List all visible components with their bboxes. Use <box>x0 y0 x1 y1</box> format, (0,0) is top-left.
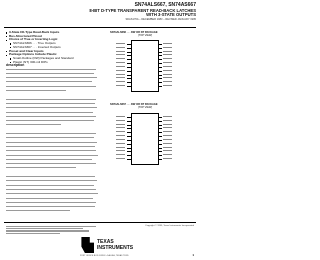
pin-stub <box>158 140 162 141</box>
description-text-line <box>6 189 96 190</box>
pin-label-mark <box>163 43 172 44</box>
pin-stub <box>158 117 162 118</box>
description-text-line <box>6 103 95 104</box>
pin-stub <box>158 148 162 149</box>
pin-stub <box>127 75 131 76</box>
description-text-line <box>6 155 98 156</box>
package-view: (TOP VIEW) <box>137 34 153 37</box>
description-text-line <box>6 124 61 125</box>
description-text-line <box>6 116 96 117</box>
ti-logo <box>80 237 138 255</box>
chip-outline-1 <box>131 40 159 92</box>
pin-stub <box>127 78 131 79</box>
pin-stub <box>127 82 131 83</box>
pin-label-mark <box>116 154 125 155</box>
page-number: 1 <box>192 253 194 257</box>
pin-label-mark <box>116 131 125 132</box>
pin-label-mark <box>163 62 172 63</box>
pin-label-mark <box>116 139 125 140</box>
company-address: POST OFFICE BOX 655303 • DALLAS, TEXAS 75265 <box>80 255 129 257</box>
production-data-notice <box>6 225 96 235</box>
feature-item-continued: Plastic (NT) 300-mil DIPs <box>6 61 98 65</box>
title-block <box>89 3 196 21</box>
package-diagram-1 <box>110 31 180 37</box>
pin-stub <box>158 59 162 60</box>
description-text-line <box>6 163 96 164</box>
pin-label-mark <box>116 150 125 151</box>
pin-stub <box>158 86 162 87</box>
pin-stub <box>127 86 131 87</box>
description-text-line <box>6 137 94 138</box>
pin-stub <box>158 132 162 133</box>
pin-label-mark <box>116 70 125 71</box>
document-reference: SDAS176A – DECEMBER 1983 – REVISED JANUARY 1995 <box>125 17 196 21</box>
pin-label-mark <box>116 147 125 148</box>
pin-stub <box>127 55 131 56</box>
pin-stub <box>127 125 131 126</box>
pin-label-mark <box>116 135 125 136</box>
description-text-line <box>6 185 94 186</box>
description-text-line <box>6 99 96 100</box>
description-text-line <box>6 198 93 199</box>
pin-stub <box>158 155 162 156</box>
pin-stub <box>158 48 162 49</box>
pin-label-mark <box>163 135 172 136</box>
description-text-line <box>6 202 96 203</box>
package-label: SN74ALS666 . . . DW OR NT PACKAGE <box>110 31 158 34</box>
pin-stub <box>158 144 162 145</box>
pin-label-mark <box>116 124 125 125</box>
pin-label-mark <box>116 143 125 144</box>
description-text-line <box>6 210 70 211</box>
pin-stub <box>127 117 131 118</box>
pin-label-mark <box>116 62 125 63</box>
pin-label-mark <box>116 127 125 128</box>
description-text-line <box>6 107 97 108</box>
pin-stub <box>158 52 162 53</box>
pin-label-mark <box>163 127 172 128</box>
feature-item: Choice of True or Inverting Logic <box>6 38 98 42</box>
part-numbers: SN74ALS667, SN74AS667 <box>134 2 196 8</box>
pin-stub <box>127 136 131 137</box>
pin-stub <box>158 151 162 152</box>
pin-stub <box>127 59 131 60</box>
pin-stub <box>127 48 131 49</box>
description-text-line <box>6 159 92 160</box>
pin-label-mark <box>163 158 172 159</box>
pin-label-mark <box>163 77 172 78</box>
feature-subitem: SN74ALS666 . . . True Outputs <box>6 42 98 46</box>
description-text-line <box>6 176 95 177</box>
pin-label-mark <box>163 51 172 52</box>
pin-label-mark <box>163 139 172 140</box>
description-text-line <box>6 193 98 194</box>
description-text-line <box>6 77 97 78</box>
pin-label-mark <box>163 150 172 151</box>
feature-item: 3-State I/O-Type Read-Back Inputs <box>6 31 98 35</box>
company-name: TEXAS INSTRUMENTS <box>97 239 134 251</box>
pin-stub <box>127 63 131 64</box>
description-heading: description <box>6 63 25 67</box>
pin-stub <box>127 121 131 122</box>
pin-label-mark <box>163 143 172 144</box>
pin-label-mark <box>163 85 172 86</box>
pin-stub <box>127 71 131 72</box>
pin-stub <box>127 148 131 149</box>
package-diagram-2 <box>110 103 180 109</box>
pin-stub <box>158 82 162 83</box>
pin-label-mark <box>116 77 125 78</box>
pin-stub <box>127 52 131 53</box>
pin-stub <box>158 44 162 45</box>
pin-label-mark <box>116 47 125 48</box>
description-text-line <box>6 86 96 87</box>
pin-label-mark <box>163 66 172 67</box>
pin-label-mark <box>116 120 125 121</box>
description-text-line <box>6 81 92 82</box>
pin-stub <box>158 136 162 137</box>
pin-stub <box>127 144 131 145</box>
feature-list <box>6 31 98 64</box>
package-label: SN74ALS667 . . . DW OR NT PACKAGE <box>110 103 158 106</box>
pin-stub <box>158 159 162 160</box>
pin-label-mark <box>116 81 125 82</box>
pin-label-mark <box>116 51 125 52</box>
pin-stub <box>127 132 131 133</box>
description-text-line <box>6 69 96 70</box>
description-text-line <box>6 90 66 91</box>
pin-stub <box>158 55 162 56</box>
pin-label-mark <box>163 81 172 82</box>
feature-item: Bus-Structured Pinout <box>6 35 98 39</box>
description-text-line <box>6 180 97 181</box>
pin-stub <box>158 125 162 126</box>
description-text-line <box>6 133 96 134</box>
pin-stub <box>158 63 162 64</box>
pin-stub <box>158 128 162 129</box>
pin-label-mark <box>163 154 172 155</box>
chip-outline-2 <box>131 113 159 165</box>
feature-item: Preset and Clear Inputs <box>6 50 98 54</box>
description-text-line <box>6 120 94 121</box>
feature-item: Package Options Include Plastic <box>6 53 98 57</box>
pin-label-mark <box>116 85 125 86</box>
description-text-line <box>6 146 95 147</box>
title-line-2: WITH 3-STATE OUTPUTS <box>146 12 196 18</box>
description-text-line <box>6 142 97 143</box>
description-text-line <box>6 73 94 74</box>
pin-label-mark <box>116 54 125 55</box>
pin-label-mark <box>116 158 125 159</box>
pin-stub <box>127 151 131 152</box>
title-line-1: 8-BIT D-TYPE TRANSPARENT READ-BACK LATCHES <box>89 7 196 13</box>
header-rule <box>4 27 196 28</box>
pin-stub <box>158 121 162 122</box>
footer-rule <box>4 222 196 223</box>
description-text-line <box>6 112 93 113</box>
pin-label-mark <box>116 43 125 44</box>
pin-label-mark <box>163 124 172 125</box>
pin-stub <box>127 159 131 160</box>
pin-label-mark <box>163 131 172 132</box>
feature-subitem: SN74ALS667 . . . Inverted Outputs <box>6 46 98 50</box>
ti-logo-icon <box>80 237 94 253</box>
pin-label-mark <box>116 116 125 117</box>
pin-stub <box>127 44 131 45</box>
pin-label-mark <box>163 58 172 59</box>
pin-stub <box>158 71 162 72</box>
description-text-line <box>6 150 96 151</box>
copyright-notice: Copyright © 1995, Texas Instruments Incorporated <box>145 225 194 227</box>
pin-label-mark <box>163 54 172 55</box>
pin-label-mark <box>163 47 172 48</box>
pin-label-mark <box>116 74 125 75</box>
feature-item-continued: Small-Outline (DW) Packages and Standard <box>6 57 98 61</box>
pin-label-mark <box>163 70 172 71</box>
pin-label-mark <box>163 120 172 121</box>
pin-label-mark <box>116 66 125 67</box>
pin-stub <box>127 128 131 129</box>
pin-stub <box>127 67 131 68</box>
description-text-line <box>6 206 95 207</box>
pin-stub <box>127 155 131 156</box>
pin-label-mark <box>163 116 172 117</box>
pin-stub <box>158 78 162 79</box>
pin-stub <box>158 67 162 68</box>
description-text-line <box>6 167 76 168</box>
package-view: (TOP VIEW) <box>137 106 153 109</box>
pin-label-mark <box>163 74 172 75</box>
pin-stub <box>127 140 131 141</box>
pin-label-mark <box>163 147 172 148</box>
pin-stub <box>158 75 162 76</box>
pin-label-mark <box>116 58 125 59</box>
